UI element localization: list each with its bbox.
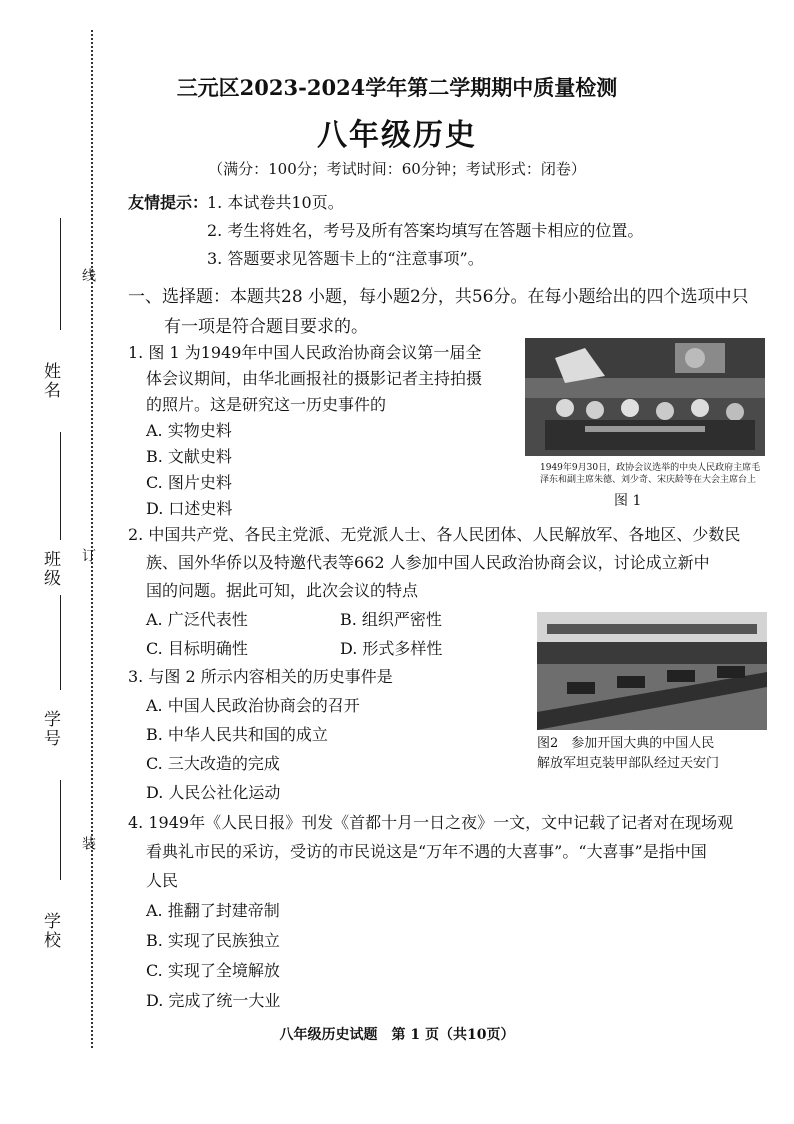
question-2-stem: 国的问题。据此可知，此次会议的特点 <box>146 581 419 600</box>
figure-1-photo <box>525 338 765 456</box>
school-label: 学校 <box>40 912 60 950</box>
page-footer: 八年级历史试题 第 1 页（共10页） <box>279 1027 515 1043</box>
question-4-option-a[interactable]: A. 推翻了封建帝制 <box>146 901 280 920</box>
tips-label: 友情提示： <box>128 193 209 212</box>
question-1-option-a[interactable]: A. 实物史料 <box>146 421 232 440</box>
question-4-stem: 看典礼市民的采访，受访的市民说这是“万年不遇的大喜事”。“大喜事”是指中国 <box>146 842 707 861</box>
question-1-option-b[interactable]: B. 文献史料 <box>146 447 232 466</box>
class-label: 班级 <box>40 550 60 588</box>
class-blank <box>60 432 61 540</box>
question-4-stem: 4. 1949年《人民日报》刊发《首都十月一日之夜》一文，文中记载了记者对在现场观 <box>128 813 734 832</box>
question-2-stem: 2. 中国共产党、各民主党派、无党派人士、各人民团体、人民解放军、各地区、少数民 <box>128 525 741 544</box>
question-3-option-b[interactable]: B. 中华人民共和国的成立 <box>146 725 328 744</box>
question-4-option-d[interactable]: D. 完成了统一大业 <box>146 991 281 1010</box>
figure-2-caption: 解放军坦克装甲部队经过天安门 <box>537 756 720 771</box>
tip-item: 1. 本试卷共10页。 <box>207 193 344 212</box>
question-2-option-a[interactable]: A. 广泛代表性 <box>146 610 248 629</box>
figure-2-photo <box>537 612 767 730</box>
margin-mark-line: 线 <box>80 268 96 282</box>
figure-2-caption: 图2 参加开国大典的中国人民 <box>537 736 715 751</box>
number-blank <box>60 595 61 690</box>
question-2-option-b[interactable]: B. 组织严密性 <box>340 610 442 629</box>
question-4-option-c[interactable]: C. 实现了全境解放 <box>146 961 280 980</box>
question-3-stem: 3. 与图 2 所示内容相关的历史事件是 <box>128 667 393 686</box>
question-2-option-c[interactable]: C. 目标明确性 <box>146 639 248 658</box>
question-1-option-d[interactable]: D. 口述史料 <box>146 499 233 518</box>
margin-mark-order: 订 <box>80 548 96 562</box>
school-blank <box>60 780 61 880</box>
subject-title: 八年级历史 <box>317 118 477 153</box>
question-3-option-a[interactable]: A. 中国人民政治协商会的召开 <box>146 696 360 715</box>
section-instruction: 有一项是符合题目要求的。 <box>164 317 368 337</box>
name-blank <box>60 218 61 330</box>
section-instruction: 一、选择题：本题共28 小题，每小题2分，共56分。在每小题给出的四个选项中只 <box>128 287 749 307</box>
tip-item: 3. 答题要求见答题卡上的“注意事项”。 <box>207 249 484 268</box>
binding-dotted-line <box>91 30 93 1048</box>
question-1-option-c[interactable]: C. 图片史料 <box>146 473 232 492</box>
question-3-option-c[interactable]: C. 三大改造的完成 <box>146 754 280 773</box>
exam-title: 三元区2023-2024学年第二学期期中质量检测 <box>176 75 618 100</box>
margin-mark-bind: 装 <box>80 836 96 850</box>
question-1-stem: 体会议期间，由华北画报社的摄影记者主持拍摄 <box>146 369 483 388</box>
question-2-option-d[interactable]: D. 形式多样性 <box>340 639 443 658</box>
exam-info: （满分：100分；考试时间：60分钟；考试形式：闭卷） <box>208 160 586 178</box>
number-label: 学号 <box>40 710 60 748</box>
figure-1-caption: 1949年9月30日，政协会议选举的中央人民政府主席毛泽东和副主席朱德、刘少奇、宋庆龄等在大会主席台上 <box>540 463 761 485</box>
question-3-option-d[interactable]: D. 人民公社化运动 <box>146 783 281 802</box>
figure-1-label: 图 1 <box>614 493 642 509</box>
question-2-stem: 族、国外华侨以及特邀代表等662 人参加中国人民政治协商会议，讨论成立新中 <box>146 553 710 572</box>
question-1-stem: 的照片。这是研究这一历史事件的 <box>146 395 387 414</box>
question-4-stem: 人民 <box>146 871 179 890</box>
name-label: 姓名 <box>40 362 60 400</box>
question-4-option-b[interactable]: B. 实现了民族独立 <box>146 931 280 950</box>
tip-item: 2. 考生将姓名，考号及所有答案均填写在答题卡相应的位置。 <box>207 221 644 240</box>
question-1-stem: 1. 图 1 为1949年中国人民政治协商会议第一届全 <box>128 343 482 362</box>
